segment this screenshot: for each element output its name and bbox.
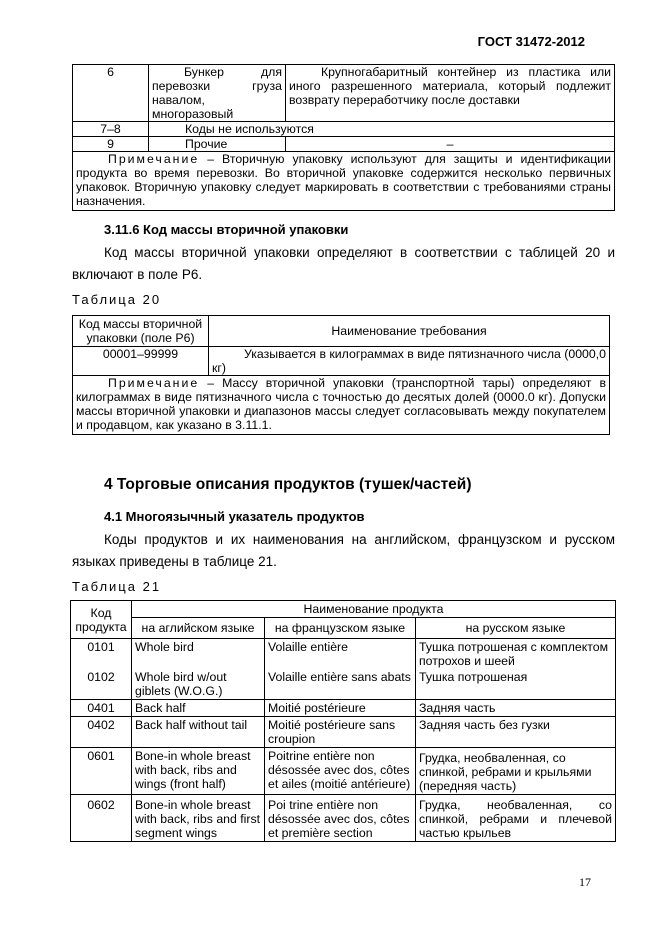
table-cell-name: Бункер для перевозки груза навалом, многоразовый [149,65,286,122]
table-cell-name: Прочие [149,137,286,152]
table-cell-code: 0602 [71,795,132,842]
section-heading-4-1: 4.1 Многоязычный указатель продуктов [104,509,365,524]
table-20 [72,315,610,435]
paragraph: Код массы вторичной упаковки определяют в соответствии с таблицей 20 и включают в поле Р6. [72,245,615,282]
table-cell-fr [265,639,416,700]
table-cell-code: 6 [73,65,149,122]
table-cell-code: 0402 [71,717,132,748]
table-cell-en [132,639,265,700]
table-row [73,347,610,376]
table-cell-ru [416,639,616,700]
table-caption-20: Таблица 20 [72,292,162,307]
table-cell-en: Back half without tail [132,717,265,748]
header-fr: на французском языке [265,618,416,639]
ru-0102: Тушка потрошеная [419,670,528,684]
packaging-types-table [72,64,615,211]
table-cell-en: Bone-in whole breast with back, ribs and first segment wings [132,795,265,842]
note-text: – Вторичную упаковку используют для защиты и идентификации продукта во время перевозки. Во вторичной упаковке содержится несколько первичных упаковок. Вторичную упаковку следует маркировать в соответствии с требованиями страны назначения. [76,152,611,208]
table-cell-code [71,639,132,700]
en-0102: Whole bird w/out giblets (W.O.G.) [135,670,227,698]
table-cell-code: 7–8 [73,122,149,137]
header-group: Наименование продукта [132,601,616,618]
table-cell-en: Bone-in whole breast with back, ribs and wings (front half) [132,748,265,795]
table-note [73,376,610,435]
table-cell-code: 00001–99999 [73,347,209,376]
table-row [71,639,616,700]
table-cell-desc: Крупногабаритный контейнер из пластика или иного разрешенного материала, который подлежит возврату переработчику после доставки [286,65,615,122]
header-en: на аглийском языке [132,618,265,639]
table-row [73,65,615,122]
ru-0101: Тушка потрошеная с комплектом потрохов и шеей [419,640,609,668]
table-cell-ru: Грудка, необваленная, со спинкой, ребрами и плечевой частью крыльев [416,795,616,842]
table-cell-fr: Poitrine entière non désossée avec dos, côtes et ailes (moitié antérieure) [265,748,416,795]
table-cell-ru: Грудка, необваленная, со спинкой, ребрами и крыльями (передняя часть) [416,748,616,795]
en-0101: Whole bird [135,640,194,654]
table-row [71,700,616,717]
table-row [73,122,615,137]
table-note-row [73,152,615,211]
table-cell-fr: Poi trine entière non désossée avec dos, côtes et première section [265,795,416,842]
paragraph: Коды продуктов и их наименования на английском, французском и русском языках приведены в таблице 21. [72,532,615,569]
page-number: 17 [579,875,591,889]
section-heading-4: 4 Торговые описания продуктов (тушек/частей) [104,476,472,493]
table-cell-ru: Задняя часть [416,700,616,717]
note-label: Примечание [108,152,200,166]
note-label: Примечание [108,376,200,390]
table-cell-en: Back half [132,700,265,717]
section-heading-3-11-6: 3.11.6 Код массы вторичной упаковки [104,222,349,237]
table-cell-fr: Moitié postérieure [265,700,416,717]
header-name: Наименование требования [209,316,610,347]
table-caption-21: Таблица 21 [72,579,162,594]
table-cell-code: 9 [73,137,149,152]
table-cell-code: 0401 [71,700,132,717]
table-header-row [71,618,616,639]
table-header-row [73,316,610,347]
table-note-row [73,376,610,435]
table-row [71,717,616,748]
document-header: ГОСТ 31472-2012 [477,34,585,49]
note-text: – Массу вторичной упаковки (транспортной тары) определяют в килограммах в виде пятизначного числа с точностью до десятых долей (0000.0 кг). Допуски массы вторичной упаковки и диапазонов массы следует согласовывать между покупателем и продавцом, как указано в 3.11.1. [76,376,606,432]
table-cell-desc: – [286,137,615,152]
table-row [73,137,615,152]
table-header-row [71,601,616,618]
header-code: Код массы вторичной упаковки (поле Р6) [73,316,209,347]
code-0102: 0102 [87,670,115,684]
table-cell-ru: Задняя часть без гузки [416,717,616,748]
table-row [71,748,616,795]
table-cell-name: Коды не используются [149,122,615,137]
code-0101: 0101 [87,640,115,654]
table-cell-desc: Указывается в килограммах в виде пятизначного числа (0000,0 кг) [209,347,610,376]
table-note [73,152,615,211]
header-code: Код продукта [71,601,132,639]
table-21 [70,600,616,842]
fr-0102: Volaille entière sans abats [268,670,411,684]
table-cell-fr: Moitié postérieure sans croupion [265,717,416,748]
table-row [71,795,616,842]
table-cell-code: 0601 [71,748,132,795]
fr-0101: Volaille entière [268,640,348,654]
header-ru: на русском языке [416,618,616,639]
